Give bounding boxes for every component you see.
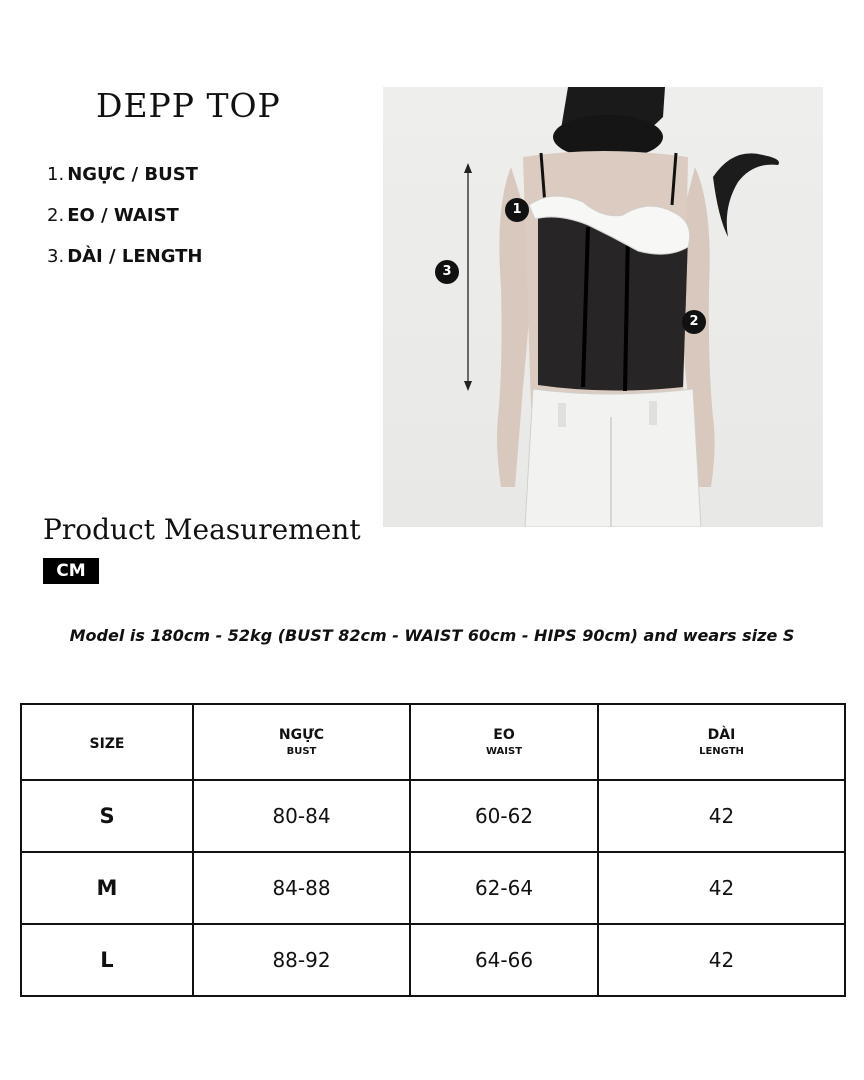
cell-length: 42 bbox=[598, 852, 845, 924]
header-length: DÀI LENGTH bbox=[598, 704, 845, 780]
cell-size: M bbox=[21, 852, 193, 924]
cell-waist: 64-66 bbox=[410, 924, 598, 996]
header-size: SIZE bbox=[21, 704, 193, 780]
marker-2: 2 bbox=[682, 310, 706, 334]
size-chart-table bbox=[20, 703, 846, 997]
model-illustration bbox=[383, 87, 823, 527]
measure-point-bust: 1. NGỰC / BUST bbox=[47, 164, 198, 185]
product-title: DEPP TOP bbox=[96, 86, 281, 125]
table-row bbox=[21, 780, 845, 852]
table-row bbox=[21, 924, 845, 996]
cell-size: L bbox=[21, 924, 193, 996]
cell-size: S bbox=[21, 780, 193, 852]
measure-point-length: 3. DÀI / LENGTH bbox=[47, 246, 203, 267]
table-row bbox=[21, 852, 845, 924]
cell-waist: 60-62 bbox=[410, 780, 598, 852]
cell-waist: 62-64 bbox=[410, 852, 598, 924]
section-title: Product Measurement bbox=[43, 513, 361, 546]
measure-point-waist: 2. EO / WAIST bbox=[47, 205, 179, 226]
cell-bust: 88-92 bbox=[193, 924, 410, 996]
header-waist: EO WAIST bbox=[410, 704, 598, 780]
model-photo bbox=[383, 87, 823, 527]
unit-badge: CM bbox=[43, 558, 99, 584]
cell-length: 42 bbox=[598, 780, 845, 852]
measurement-points-list bbox=[47, 162, 203, 285]
cell-length: 42 bbox=[598, 924, 845, 996]
cell-bust: 80-84 bbox=[193, 780, 410, 852]
table-header-row bbox=[21, 704, 845, 780]
header-bust: NGỰC BUST bbox=[193, 704, 410, 780]
marker-3: 3 bbox=[435, 260, 459, 284]
model-note: Model is 180cm - 52kg (BUST 82cm - WAIST 60cm - HIPS 90cm) and wears size S bbox=[69, 626, 795, 645]
marker-1: 1 bbox=[505, 198, 529, 222]
cell-bust: 84-88 bbox=[193, 852, 410, 924]
